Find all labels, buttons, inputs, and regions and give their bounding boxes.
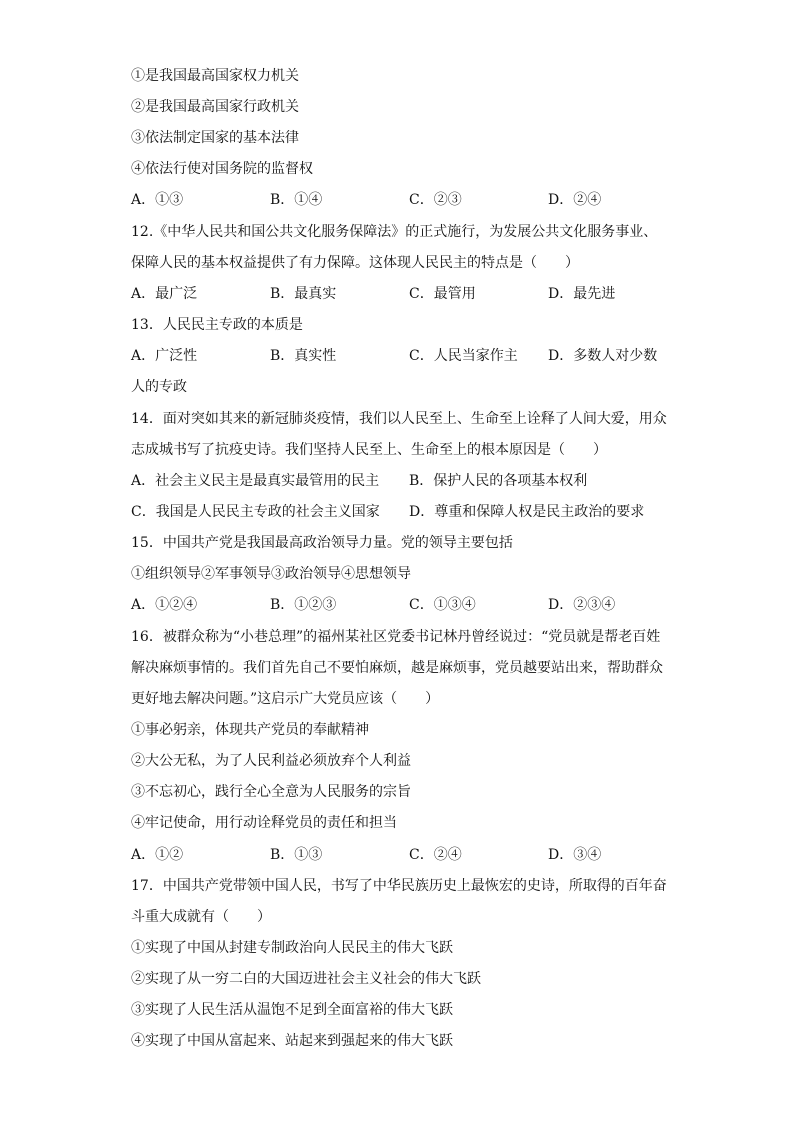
q14-option-d[interactable]: D．尊重和保障人权是民主政治的要求	[409, 504, 645, 520]
q17-stem-line-2: 斗重大成就有（ ）	[131, 909, 271, 925]
q16-option-c[interactable]: C．②④	[409, 847, 462, 863]
q11-option-c[interactable]: C．②③	[409, 192, 462, 208]
q15-option-d[interactable]: D．②③④	[548, 597, 616, 613]
q11-option-d[interactable]: D．②④	[548, 192, 602, 208]
q16-stem-line-2: 解决麻烦事情的。我们首先自己不要怕麻烦，越是麻烦事，党员越要站出来，帮助群众	[131, 660, 663, 676]
q15-option-b[interactable]: B．①②③	[270, 597, 337, 613]
q15-option-a[interactable]: A．①②④	[131, 597, 198, 613]
q17-statement-1: ①实现了中国从封建专制政治向人民民主的伟大飞跃	[131, 940, 453, 956]
q17-statement-2: ②实现了从一穷二白的大国迈进社会主义社会的伟大飞跃	[131, 971, 481, 987]
q14-options-row-2	[131, 502, 671, 522]
q12-stem-line-1: 12.《中华人民共和国公共文化服务保障法》的正式施行，为发展公共文化服务事业、	[131, 224, 658, 240]
q11-statement-1: ①是我国最高国家权力机关	[131, 68, 299, 84]
q16-statement-4: ④牢记使命，用行动诠释党员的责任和担当	[131, 815, 397, 831]
q16-stem-line-3: 更好地去解决问题。”这启示广大党员应该（ ）	[131, 691, 440, 707]
q12-options	[131, 284, 671, 304]
q14-stem-line-1: 14．面对突如其来的新冠肺炎疫情，我们以人民至上、生命至上诠释了人间大爱，用众	[131, 411, 667, 427]
q13-option-d-continuation: 人的专政	[131, 379, 187, 395]
q12-option-d[interactable]: D．最先进	[548, 286, 616, 302]
q14-option-a[interactable]: A．社会主义民主是最真实最管用的民主	[131, 473, 380, 489]
q13-stem: 13．人民民主专政的本质是	[131, 317, 303, 333]
q16-stem-line-1: 16．被群众称为“小巷总理”的福州某社区党委书记林丹曾经说过：“党员就是帮老百姓	[131, 629, 661, 645]
q17-statement-3: ③实现了人民生活从温饱不足到全面富裕的伟大飞跃	[131, 1002, 453, 1018]
q13-options	[131, 346, 671, 366]
q17-statement-4: ④实现了中国从富起来、站起来到强起来的伟大飞跃	[131, 1033, 453, 1049]
q16-option-b[interactable]: B．①③	[270, 847, 323, 863]
q11-statement-4: ④依法行使对国务院的监督权	[131, 161, 313, 177]
q16-options	[131, 845, 671, 865]
q11-options	[131, 190, 671, 210]
q15-statements: ①组织领导②军事领导③政治领导④思想领导	[131, 566, 411, 582]
q16-statement-2: ②大公无私，为了人民利益必须放弃个人利益	[131, 753, 411, 769]
q14-stem-line-2: 志成城书写了抗疫史诗。我们坚持人民至上、生命至上的根本原因是（ ）	[131, 442, 607, 458]
q11-option-b[interactable]: B．①④	[270, 192, 323, 208]
q15-options	[131, 595, 671, 615]
q13-option-d[interactable]: D．多数人对少数	[548, 348, 658, 364]
q11-option-a[interactable]: A．①③	[131, 192, 184, 208]
q14-option-b[interactable]: B．保护人民的各项基本权利	[409, 473, 588, 489]
q16-statement-3: ③不忘初心，践行全心全意为人民服务的宗旨	[131, 784, 411, 800]
q13-option-c[interactable]: C．人民当家作主	[409, 348, 518, 364]
q14-options-row-1	[131, 471, 671, 491]
q13-option-b[interactable]: B．真实性	[270, 348, 337, 364]
q11-statement-2: ②是我国最高国家行政机关	[131, 99, 299, 115]
q16-statement-1: ①事必躬亲，体现共产党员的奉献精神	[131, 722, 369, 738]
q17-stem-line-1: 17．中国共产党带领中国人民，书写了中华民族历史上最恢宏的史诗，所取得的百年奋	[131, 878, 667, 894]
q14-option-c[interactable]: C．我国是人民民主专政的社会主义国家	[131, 504, 380, 520]
q13-option-a[interactable]: A．广泛性	[131, 348, 198, 364]
q15-stem: 15．中国共产党是我国最高政治领导力量。党的领导主要包括	[131, 535, 513, 551]
q16-option-d[interactable]: D．③④	[548, 847, 602, 863]
q15-option-c[interactable]: C．①③④	[409, 597, 476, 613]
q12-option-c[interactable]: C．最管用	[409, 286, 476, 302]
q12-option-a[interactable]: A．最广泛	[131, 286, 198, 302]
q16-option-a[interactable]: A．①②	[131, 847, 184, 863]
q12-option-b[interactable]: B．最真实	[270, 286, 337, 302]
q12-stem-line-2: 保障人民的基本权益提供了有力保障。这体现人民民主的特点是（ ）	[131, 255, 579, 271]
q11-statement-3: ③依法制定国家的基本法律	[131, 130, 299, 146]
